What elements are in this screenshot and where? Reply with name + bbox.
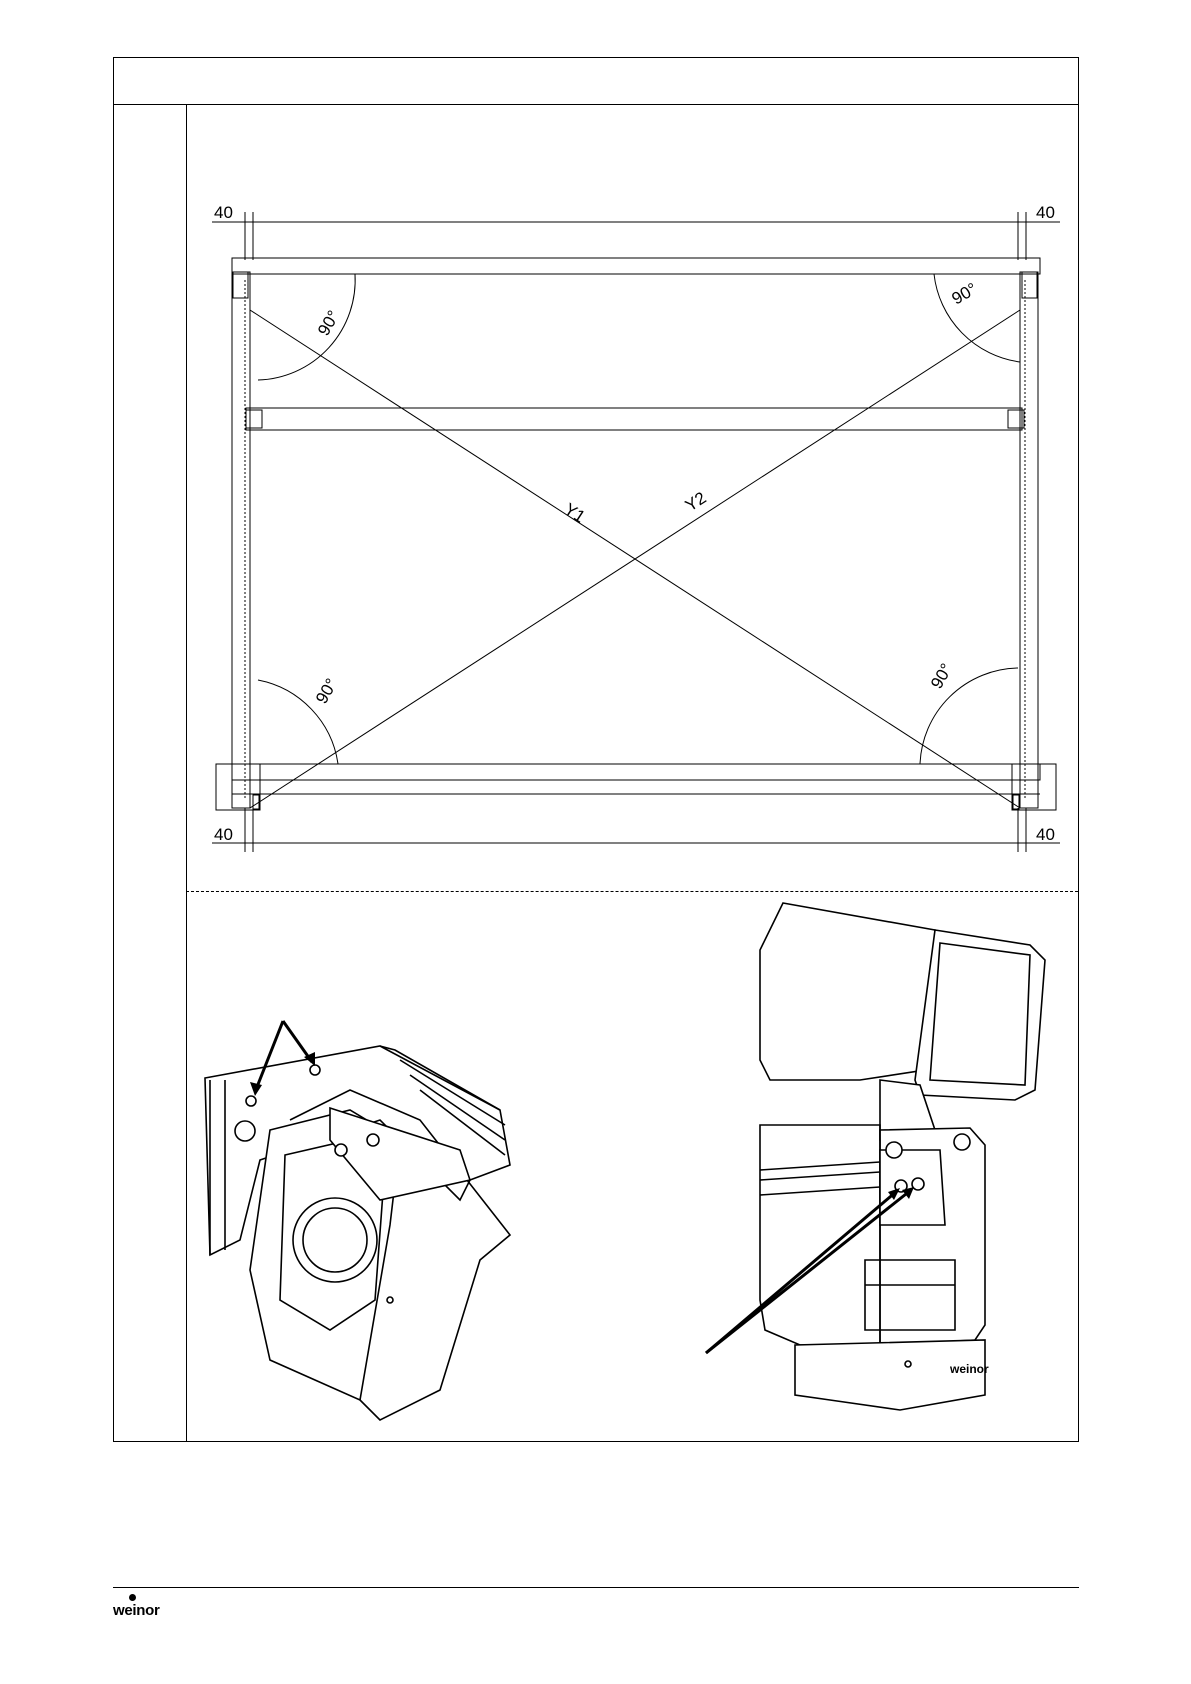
weinor-logo	[113, 1594, 173, 1622]
dimension-top-left: 40	[214, 203, 233, 222]
angle-arc-top-left	[258, 274, 355, 380]
angle-label-bottom-left: 90°	[312, 675, 342, 707]
logo-dot	[129, 1594, 136, 1601]
dimension-bottom-left: 40	[214, 825, 233, 844]
footer-rule	[113, 1587, 1079, 1588]
label-y2: Y2	[681, 488, 710, 516]
angle-label-top-right: 90°	[948, 279, 981, 309]
right-post	[1020, 272, 1038, 808]
middle-crossbar	[246, 408, 1022, 430]
bottom-beam	[232, 764, 1040, 780]
brand-plate-label: weinor	[950, 1362, 989, 1376]
logo-text: weinor	[113, 1602, 160, 1619]
dimension-top-right: 40	[1036, 203, 1055, 222]
top-beam	[232, 258, 1040, 274]
detail-left-illustration	[205, 1046, 510, 1420]
dimension-bottom-right: 40	[1036, 825, 1055, 844]
angle-label-top-left: 90°	[314, 307, 344, 339]
left-post	[232, 272, 250, 808]
angle-label-bottom-right: 90°	[927, 660, 957, 692]
detail-right-illustration	[760, 903, 1045, 1410]
label-y1: Y1	[560, 499, 589, 527]
